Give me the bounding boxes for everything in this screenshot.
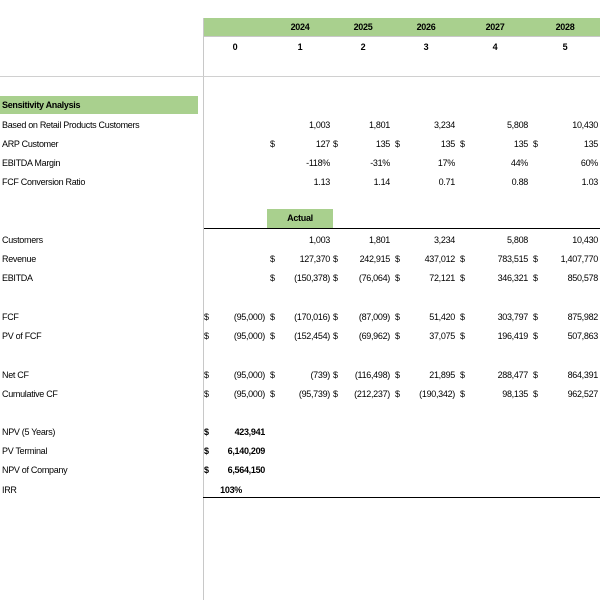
- dollar-sign: $: [395, 331, 400, 341]
- actual-rule: [204, 228, 600, 229]
- cell-value: (76,064): [358, 273, 390, 283]
- cell-value: 1,003: [308, 235, 330, 245]
- cell-value: 437,012: [424, 254, 455, 264]
- cell-value: 103%: [220, 485, 242, 495]
- row-label: Customers: [2, 235, 43, 245]
- row-label: Revenue: [2, 254, 36, 264]
- dollar-sign: $: [204, 389, 209, 399]
- cell-value: -31%: [370, 158, 390, 168]
- row-label: FCF: [2, 312, 19, 322]
- cell-value: (739): [310, 370, 330, 380]
- year-2027: 2027: [485, 22, 505, 32]
- cell-value: 346,321: [497, 273, 528, 283]
- dollar-sign: $: [270, 273, 275, 283]
- dollar-sign: $: [395, 389, 400, 399]
- cell-value: (212,237): [354, 389, 390, 399]
- cell-value: 875,982: [567, 312, 598, 322]
- dollar-sign: $: [460, 273, 465, 283]
- row-label: IRR: [2, 485, 17, 495]
- cell-value: 303,797: [497, 312, 528, 322]
- cell-value: 51,420: [429, 312, 455, 322]
- row-label: NPV of Company: [2, 465, 68, 475]
- dollar-sign: $: [395, 370, 400, 380]
- dollar-sign: $: [270, 389, 275, 399]
- dollar-sign: $: [333, 273, 338, 283]
- cell-value: 196,419: [497, 331, 528, 341]
- dollar-sign: $: [533, 312, 538, 322]
- dollar-sign: $: [460, 389, 465, 399]
- year-2025: 2025: [353, 22, 373, 32]
- dollar-sign: $: [333, 139, 338, 149]
- dollar-sign: $: [533, 254, 538, 264]
- row-label: EBITDA Margin: [2, 158, 61, 168]
- dollar-sign: $: [533, 389, 538, 399]
- cell-value: (116,498): [354, 370, 390, 380]
- cell-value: 1.03: [581, 177, 598, 187]
- dollar-sign: $: [204, 312, 209, 322]
- cell-value: (95,000): [233, 331, 265, 341]
- row-label: PV Terminal: [2, 446, 48, 456]
- cell-value: 72,121: [429, 273, 455, 283]
- cell-value: 423,941: [234, 427, 265, 437]
- cell-value: 21,895: [429, 370, 455, 380]
- cell-value: 1,801: [368, 120, 390, 130]
- cell-value: 60%: [580, 158, 598, 168]
- dollar-sign: $: [460, 331, 465, 341]
- row-label: Based on Retail Products Customers: [2, 120, 140, 130]
- cell-value: 962,527: [567, 389, 598, 399]
- cell-value: 0.71: [438, 177, 455, 187]
- dollar-sign: $: [204, 465, 209, 475]
- cell-value: 1.14: [373, 177, 390, 187]
- period-2: 2: [360, 42, 366, 52]
- dollar-sign: $: [204, 446, 209, 456]
- actual-label: Actual: [267, 209, 333, 228]
- cell-value: 135: [440, 139, 455, 149]
- row-label: Cumulative CF: [2, 389, 58, 399]
- dollar-sign: $: [533, 139, 538, 149]
- cell-value: 1,407,770: [560, 254, 598, 264]
- cell-value: 6,140,209: [227, 446, 265, 456]
- cell-value: 10,430: [572, 235, 598, 245]
- dollar-sign: $: [395, 312, 400, 322]
- dollar-sign: $: [270, 254, 275, 264]
- cell-value: 10,430: [572, 120, 598, 130]
- cell-value: 507,863: [567, 331, 598, 341]
- period-3: 3: [423, 42, 429, 52]
- cell-value: 3,234: [433, 120, 455, 130]
- row-label: Net CF: [2, 370, 29, 380]
- cell-value: (150,378): [294, 273, 330, 283]
- cell-value: (95,739): [298, 389, 330, 399]
- period-4: 4: [492, 42, 498, 52]
- dollar-sign: $: [333, 389, 338, 399]
- cell-value: (69,962): [358, 331, 390, 341]
- dollar-sign: $: [395, 139, 400, 149]
- cell-value: 864,391: [567, 370, 598, 380]
- cell-value: 1,003: [308, 120, 330, 130]
- top-rule: [0, 76, 600, 77]
- cell-value: (95,000): [233, 389, 265, 399]
- dollar-sign: $: [460, 254, 465, 264]
- row-label: ARP Customer: [2, 139, 59, 149]
- cell-value: 127,370: [299, 254, 330, 264]
- cell-value: 37,075: [429, 331, 455, 341]
- year-2028: 2028: [555, 22, 575, 32]
- cell-value: 135: [375, 139, 390, 149]
- cell-value: (190,342): [419, 389, 455, 399]
- cell-value: 5,808: [506, 235, 528, 245]
- cell-value: 850,578: [567, 273, 598, 283]
- cell-value: (152,454): [294, 331, 330, 341]
- dollar-sign: $: [270, 331, 275, 341]
- year-2024: 2024: [290, 22, 310, 32]
- dollar-sign: $: [533, 273, 538, 283]
- cell-value: 1,801: [368, 235, 390, 245]
- cell-value: (87,009): [358, 312, 390, 322]
- dollar-sign: $: [270, 370, 275, 380]
- cell-value: (170,016): [294, 312, 330, 322]
- bottom-rule: [203, 497, 600, 498]
- cell-value: 127: [315, 139, 330, 149]
- cell-value: 6,564,150: [227, 465, 265, 475]
- row-label: EBITDA: [2, 273, 33, 283]
- dollar-sign: $: [333, 331, 338, 341]
- period-1: 1: [297, 42, 303, 52]
- period-5: 5: [562, 42, 568, 52]
- dollar-sign: $: [460, 312, 465, 322]
- cell-value: 98,135: [502, 389, 528, 399]
- header-divider: [204, 36, 600, 37]
- dollar-sign: $: [270, 139, 275, 149]
- row-label: NPV (5 Years): [2, 427, 56, 437]
- row-label: PV of FCF: [2, 331, 42, 341]
- dollar-sign: $: [460, 139, 465, 149]
- cell-value: (95,000): [233, 312, 265, 322]
- cell-value: -118%: [306, 158, 330, 168]
- dollar-sign: $: [533, 370, 538, 380]
- cell-value: 17%: [437, 158, 455, 168]
- cell-value: 242,915: [359, 254, 390, 264]
- cell-value: 783,515: [497, 254, 528, 264]
- sensitivity-title: Sensitivity Analysis: [0, 96, 198, 114]
- dollar-sign: $: [333, 254, 338, 264]
- cell-value: 3,234: [433, 235, 455, 245]
- year-2026: 2026: [416, 22, 436, 32]
- cell-value: 135: [583, 139, 598, 149]
- dollar-sign: $: [333, 370, 338, 380]
- cell-value: 0.88: [511, 177, 528, 187]
- dollar-sign: $: [204, 427, 209, 437]
- dollar-sign: $: [460, 370, 465, 380]
- dollar-sign: $: [533, 331, 538, 341]
- year-header-band: [204, 18, 600, 36]
- cell-value: 135: [513, 139, 528, 149]
- dollar-sign: $: [395, 254, 400, 264]
- cell-value: 5,808: [506, 120, 528, 130]
- dollar-sign: $: [395, 273, 400, 283]
- period-0: 0: [232, 42, 238, 52]
- dollar-sign: $: [204, 331, 209, 341]
- cell-value: (95,000): [233, 370, 265, 380]
- dollar-sign: $: [204, 370, 209, 380]
- row-label: FCF Conversion Ratio: [2, 177, 86, 187]
- cell-value: 288,477: [497, 370, 528, 380]
- column-divider-a: [203, 18, 204, 600]
- cell-value: 44%: [510, 158, 528, 168]
- dollar-sign: $: [270, 312, 275, 322]
- cell-value: 1.13: [313, 177, 330, 187]
- dollar-sign: $: [333, 312, 338, 322]
